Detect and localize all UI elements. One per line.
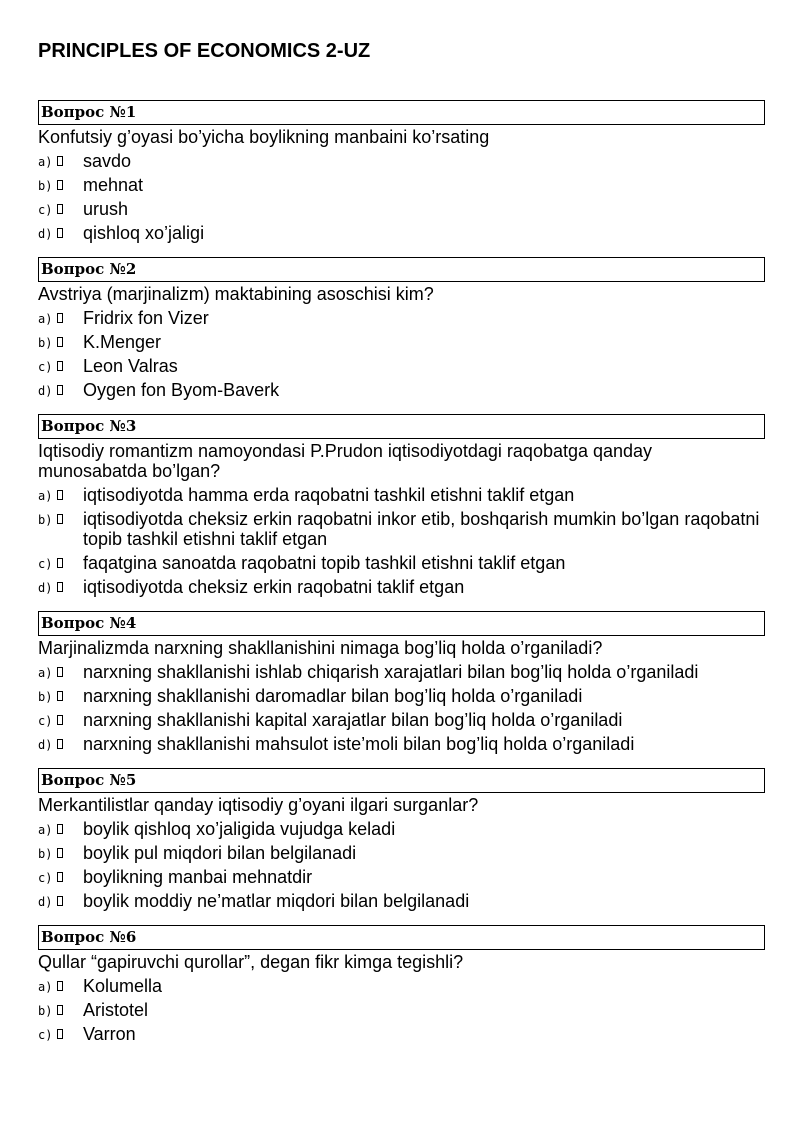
- option-text: narxning shakllanishi mahsulot iste’moli bilan bog’liq holda o’rganiladi: [83, 734, 635, 754]
- answer-option[interactable]: [38, 976, 765, 996]
- option-letter: c): [38, 557, 53, 571]
- checkbox-icon[interactable]: [57, 691, 63, 701]
- option-letter: d): [38, 227, 53, 241]
- option-text: narxning shakllanishi daromadlar bilan bog’liq holda o’rganiladi: [83, 686, 583, 706]
- option-letter: a): [38, 312, 53, 326]
- option-letter: b): [38, 336, 53, 350]
- checkbox-icon[interactable]: [57, 739, 63, 749]
- question-header: Вопрос №1: [38, 100, 765, 125]
- question-header: Вопрос №3: [38, 414, 765, 439]
- checkbox-icon[interactable]: [57, 824, 63, 834]
- answer-option[interactable]: [38, 151, 765, 171]
- answer-option[interactable]: [38, 223, 765, 243]
- option-text: K.Menger: [83, 332, 162, 352]
- answer-option[interactable]: [38, 553, 765, 573]
- answer-option[interactable]: [38, 175, 765, 195]
- answer-option[interactable]: [38, 843, 765, 863]
- checkbox-icon[interactable]: [57, 337, 63, 347]
- checkbox-icon[interactable]: [57, 361, 63, 371]
- option-letter: b): [38, 179, 53, 193]
- option-text: Kolumella: [83, 976, 163, 996]
- option-letter: c): [38, 203, 53, 217]
- option-text: boylik qishloq xo’jaligida vujudga keladi: [83, 819, 396, 839]
- checkbox-icon[interactable]: [57, 872, 63, 882]
- option-text: iqtisodiyotda cheksiz erkin raqobatni taklif etgan: [83, 577, 465, 597]
- answer-option[interactable]: [38, 710, 765, 730]
- option-letter: c): [38, 714, 53, 728]
- question-list: [38, 100, 765, 1058]
- question-block: [38, 611, 765, 754]
- answer-option[interactable]: [38, 199, 765, 219]
- option-text: boylikning manbai mehnatdir: [83, 867, 313, 887]
- document-title: PRINCIPLES OF ECONOMICS 2-UZ: [38, 40, 371, 62]
- answer-option[interactable]: [38, 380, 765, 400]
- answer-option[interactable]: [38, 509, 765, 549]
- checkbox-icon[interactable]: [57, 228, 63, 238]
- option-text: narxning shakllanishi ishlab chiqarish xarajatlari bilan bog’liq holda o’rganiladi: [83, 662, 699, 682]
- option-text: Leon Valras: [83, 356, 178, 376]
- answer-options: [38, 819, 765, 911]
- option-text: Fridrix fon Vizer: [83, 308, 209, 328]
- option-letter: d): [38, 581, 53, 595]
- answer-option[interactable]: [38, 1000, 765, 1020]
- checkbox-icon[interactable]: [57, 514, 63, 524]
- option-text: savdo: [83, 151, 132, 171]
- option-letter: d): [38, 384, 53, 398]
- answer-options: [38, 151, 765, 243]
- answer-option[interactable]: [38, 686, 765, 706]
- question-block: [38, 100, 765, 243]
- option-text: Oygen fon Byom-Baverk: [83, 380, 280, 400]
- question-text: Qullar “gapiruvchi qurollar”, degan fikr kimga tegishli?: [38, 952, 464, 972]
- answer-option[interactable]: [38, 662, 765, 682]
- checkbox-icon[interactable]: [57, 156, 63, 166]
- option-letter: c): [38, 1028, 53, 1042]
- checkbox-icon[interactable]: [57, 385, 63, 395]
- option-text: boylik moddiy ne’matlar miqdori bilan belgilanadi: [83, 891, 470, 911]
- question-header: Вопрос №4: [38, 611, 765, 636]
- answer-option[interactable]: [38, 356, 765, 376]
- option-text: Varron: [83, 1024, 136, 1044]
- checkbox-icon[interactable]: [57, 582, 63, 592]
- answer-option[interactable]: [38, 891, 765, 911]
- option-text: faqatgina sanoatda raqobatni topib tashkil etishni taklif etgan: [83, 553, 566, 573]
- option-text: iqtisodiyotda cheksiz erkin raqobatni inkor etib, boshqarish mumkin bo’lgan raqobatni topib tashkil etishni taklif etgan: [83, 509, 760, 549]
- option-text: boylik pul miqdori bilan belgilanadi: [83, 843, 357, 863]
- answer-option[interactable]: [38, 577, 765, 597]
- answer-options: [38, 308, 765, 400]
- checkbox-icon[interactable]: [57, 490, 63, 500]
- answer-option[interactable]: [38, 819, 765, 839]
- question-header: Вопрос №6: [38, 925, 765, 950]
- question-text: Avstriya (marjinalizm) maktabining asoschisi kim?: [38, 284, 434, 304]
- checkbox-icon[interactable]: [57, 896, 63, 906]
- checkbox-icon[interactable]: [57, 1029, 63, 1039]
- checkbox-icon[interactable]: [57, 204, 63, 214]
- option-text: mehnat: [83, 175, 144, 195]
- option-letter: a): [38, 823, 53, 837]
- option-letter: a): [38, 489, 53, 503]
- question-block: [38, 414, 765, 597]
- answer-option[interactable]: [38, 734, 765, 754]
- option-letter: d): [38, 895, 53, 909]
- answer-options: [38, 976, 765, 1044]
- answer-options: [38, 485, 765, 597]
- question-text: Konfutsiy g’oyasi bo’yicha boylikning manbaini ko’rsating: [38, 127, 490, 147]
- answer-option[interactable]: [38, 1024, 765, 1044]
- option-letter: a): [38, 155, 53, 169]
- question-header: Вопрос №2: [38, 257, 765, 282]
- option-letter: b): [38, 513, 53, 527]
- option-letter: a): [38, 980, 53, 994]
- option-letter: d): [38, 738, 53, 752]
- option-text: qishloq xo’jaligi: [83, 223, 205, 243]
- answer-option[interactable]: [38, 867, 765, 887]
- question-block: [38, 257, 765, 400]
- checkbox-icon[interactable]: [57, 715, 63, 725]
- option-text: urush: [83, 199, 129, 219]
- checkbox-icon[interactable]: [57, 1005, 63, 1015]
- checkbox-icon[interactable]: [57, 848, 63, 858]
- option-text: Aristotel: [83, 1000, 149, 1020]
- checkbox-icon[interactable]: [57, 981, 63, 991]
- option-letter: b): [38, 847, 53, 861]
- question-block: [38, 768, 765, 911]
- option-letter: b): [38, 1004, 53, 1018]
- answer-option[interactable]: [38, 308, 765, 328]
- option-letter: c): [38, 360, 53, 374]
- answer-option[interactable]: [38, 485, 765, 505]
- checkbox-icon[interactable]: [57, 180, 63, 190]
- option-letter: b): [38, 690, 53, 704]
- question-text: Merkantilistlar qanday iqtisodiy g’oyani ilgari surganlar?: [38, 795, 479, 815]
- question-block: [38, 925, 765, 1044]
- question-text: Iqtisodiy romantizm namoyondasi P.Prudon iqtisodiyotdagi raqobatga qanday munosabatda bo’lgan?: [38, 441, 653, 481]
- option-letter: a): [38, 666, 53, 680]
- option-text: narxning shakllanishi kapital xarajatlar bilan bog’liq holda o’rganiladi: [83, 710, 623, 730]
- question-text: Marjinalizmda narxning shakllanishini nimaga bog’liq holda o’rganiladi?: [38, 638, 603, 658]
- checkbox-icon[interactable]: [57, 667, 63, 677]
- option-letter: c): [38, 871, 53, 885]
- answer-options: [38, 662, 765, 754]
- checkbox-icon[interactable]: [57, 313, 63, 323]
- checkbox-icon[interactable]: [57, 558, 63, 568]
- question-header: Вопрос №5: [38, 768, 765, 793]
- answer-option[interactable]: [38, 332, 765, 352]
- option-text: iqtisodiyotda hamma erda raqobatni tashkil etishni taklif etgan: [83, 485, 575, 505]
